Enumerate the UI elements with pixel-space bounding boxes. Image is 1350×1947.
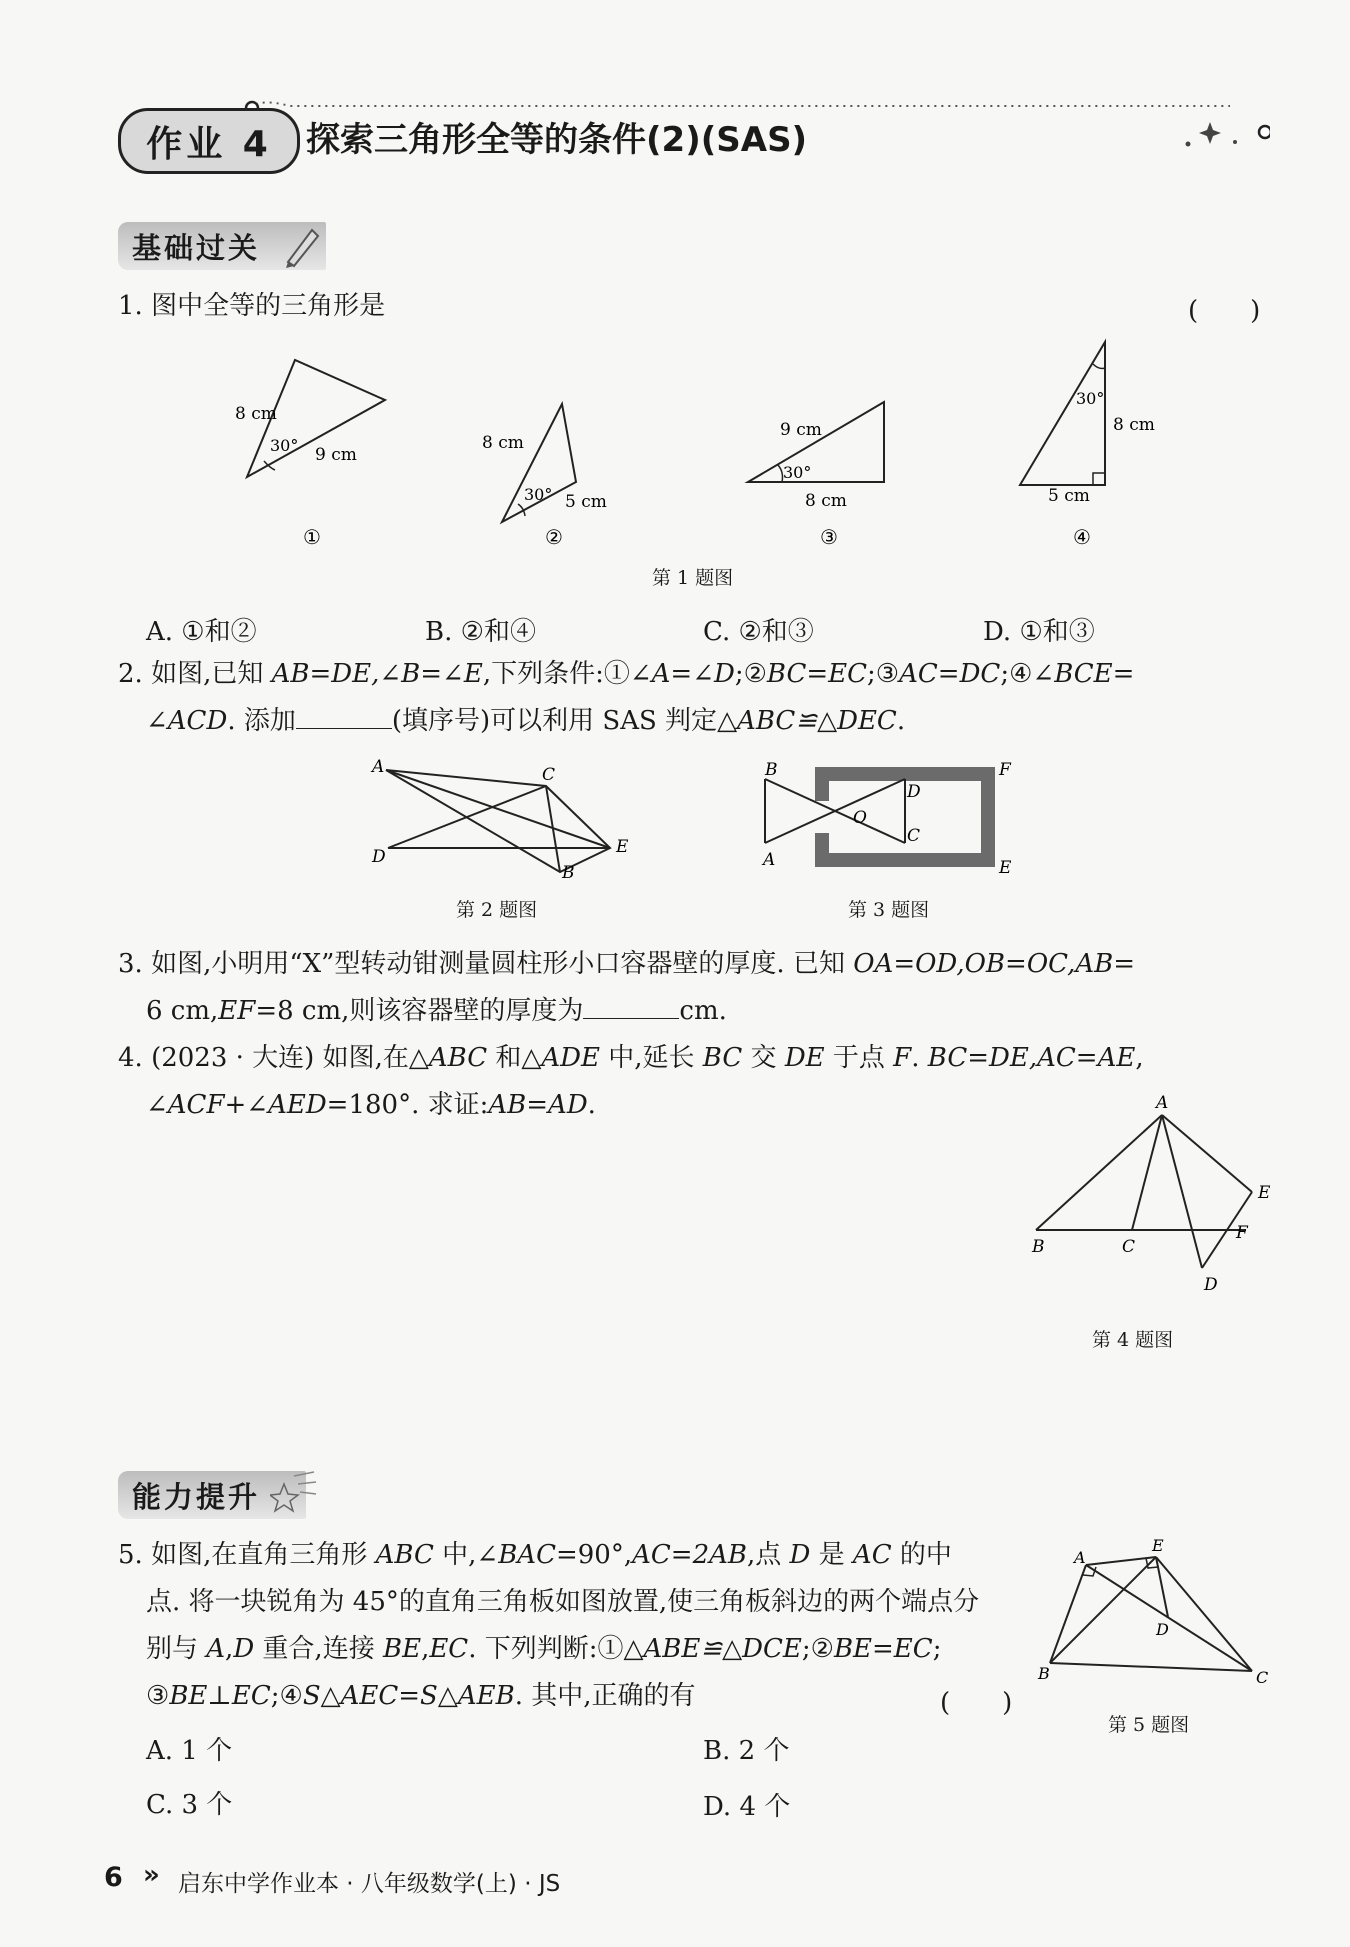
q4-figure: [1020, 1090, 1280, 1305]
t3-side-a: 9 cm: [780, 420, 822, 440]
q5-line-1: 5. 如图,在直角三角形 ABC 中,∠BAC=90°,AC=2AB,点 D 是 AC 的中: [118, 1540, 952, 1570]
q4-label-d: D: [1204, 1275, 1218, 1295]
q1-option-d[interactable]: D. ①和③: [983, 617, 1095, 647]
t1-side-b: 9 cm: [315, 445, 357, 465]
t2-side-b: 5 cm: [565, 492, 607, 512]
q4-caption: 第 4 题图: [1092, 1329, 1174, 1351]
fig-num-1: ①: [303, 525, 321, 549]
q5-line-4: ③BE⊥EC;④S△AEC=S△AEB. 其中,正确的有: [146, 1681, 696, 1711]
t2-side-a: 8 cm: [482, 433, 524, 453]
q3-line-2: 6 cm,EF=8 cm,则该容器壁的厚度为 cm.: [146, 996, 727, 1026]
q3-label-o: O: [853, 808, 867, 828]
q4-label-c: C: [1122, 1237, 1136, 1257]
q1-answer-paren: ( ): [1188, 296, 1261, 326]
q5-option-d[interactable]: D. 4 个: [703, 1792, 791, 1822]
assignment-badge: 作业 4: [118, 108, 300, 174]
footer-book-title: 启东中学作业本 · 八年级数学(上) · JS: [178, 1871, 561, 1897]
q2-label-c: C: [542, 765, 556, 785]
q2-line-2: ∠ACD. 添加 (填序号)可以利用 SAS 判定△ABC≌△DEC.: [146, 706, 906, 736]
q4-label-e: E: [1258, 1183, 1271, 1203]
section-advanced: 能力提升: [118, 1471, 306, 1519]
q1-caption: 第 1 题图: [652, 567, 734, 589]
q3-label-b: B: [765, 760, 778, 780]
q2-label-e: E: [616, 837, 629, 857]
q5-label-c: C: [1256, 1668, 1269, 1687]
q5-answer-paren: ( ): [940, 1688, 1013, 1718]
q3-label-a: A: [763, 850, 776, 870]
q5-option-b[interactable]: B. 2 个: [703, 1736, 790, 1766]
q5-line-2: 点. 将一块锐角为 45°的直角三角板如图放置,使三角板斜边的两个端点分: [146, 1587, 980, 1617]
q5-option-a[interactable]: A. 1 个: [146, 1736, 233, 1766]
star-icon: [270, 1468, 320, 1518]
q1-option-a[interactable]: A. ①和②: [146, 617, 257, 647]
q2-answer-blank[interactable]: [296, 706, 392, 729]
q5-label-d: D: [1156, 1620, 1169, 1639]
q3-label-c: C: [907, 826, 921, 846]
t1-side-a: 8 cm: [235, 404, 277, 424]
q3-label-d: D: [907, 782, 921, 802]
q1-option-c[interactable]: C. ②和③: [703, 617, 814, 647]
fig-num-3: ③: [820, 525, 838, 549]
q2-label-b: B: [562, 863, 575, 883]
q2-line-1: 2. 如图,已知 AB=DE,∠B=∠E,下列条件:①∠A=∠D;②BC=EC;③AC=DC;④∠BCE=: [118, 659, 1135, 689]
q5-label-e: E: [1152, 1536, 1164, 1555]
q4-label-a: A: [1156, 1093, 1169, 1113]
q4-line-1: 4. (2023 · 大连) 如图,在△ABC 和△ADE 中,延长 BC 交 DE 于点 F. BC=DE,AC=AE,: [118, 1043, 1144, 1073]
pencil-icon: [282, 222, 322, 270]
q1-stem: 1. 图中全等的三角形是: [118, 291, 386, 321]
q5-caption: 第 5 题图: [1108, 1714, 1190, 1736]
q5-label-b: B: [1038, 1664, 1050, 1683]
q1-figure: [200, 330, 1180, 560]
q3-caption: 第 3 题图: [848, 899, 930, 921]
section-basic: 基础过关: [118, 222, 326, 270]
fig-num-4: ④: [1073, 525, 1091, 549]
t4-angle: 30°: [1076, 389, 1105, 408]
t3-side-b: 8 cm: [805, 491, 847, 511]
q5-label-a: A: [1074, 1548, 1086, 1567]
q5-line-3: 别与 A,D 重合,连接 BE,EC. 下列判断:①△ABE≌△DCE;②BE=EC;: [146, 1634, 942, 1664]
page-title: 探索三角形全等的条件(2)(SAS): [306, 120, 808, 160]
q2-label-d: D: [372, 847, 386, 867]
q3-label-e: E: [999, 858, 1012, 878]
t1-angle: 30°: [270, 436, 299, 455]
q3-figure: [755, 755, 1025, 890]
q5-option-c[interactable]: C. 3 个: [146, 1790, 233, 1820]
t4-side-a: 8 cm: [1113, 415, 1155, 435]
q3-line-1: 3. 如图,小明用“X”型转动钳测量圆柱形小口容器壁的厚度. 已知 OA=OD,OB=OC,AB=: [118, 949, 1136, 979]
fig-num-2: ②: [545, 525, 563, 549]
q3-label-f: F: [999, 760, 1011, 780]
q4-line-2: ∠ACF+∠AED=180°. 求证:AB=AD.: [146, 1090, 596, 1120]
q5-figure: [1030, 1535, 1275, 1695]
t4-side-b: 5 cm: [1048, 486, 1090, 506]
q3-answer-blank[interactable]: [583, 996, 679, 1019]
t2-angle: 30°: [524, 485, 553, 504]
q4-label-b: B: [1032, 1237, 1045, 1257]
t3-angle: 30°: [783, 463, 812, 482]
q1-option-b[interactable]: B. ②和④: [425, 617, 536, 647]
q2-caption: 第 2 题图: [456, 899, 538, 921]
q2-label-a: A: [372, 757, 385, 777]
double-chevron-icon: »: [143, 1860, 160, 1890]
page-number: 6: [104, 1862, 123, 1893]
q4-label-f: F: [1236, 1223, 1248, 1243]
